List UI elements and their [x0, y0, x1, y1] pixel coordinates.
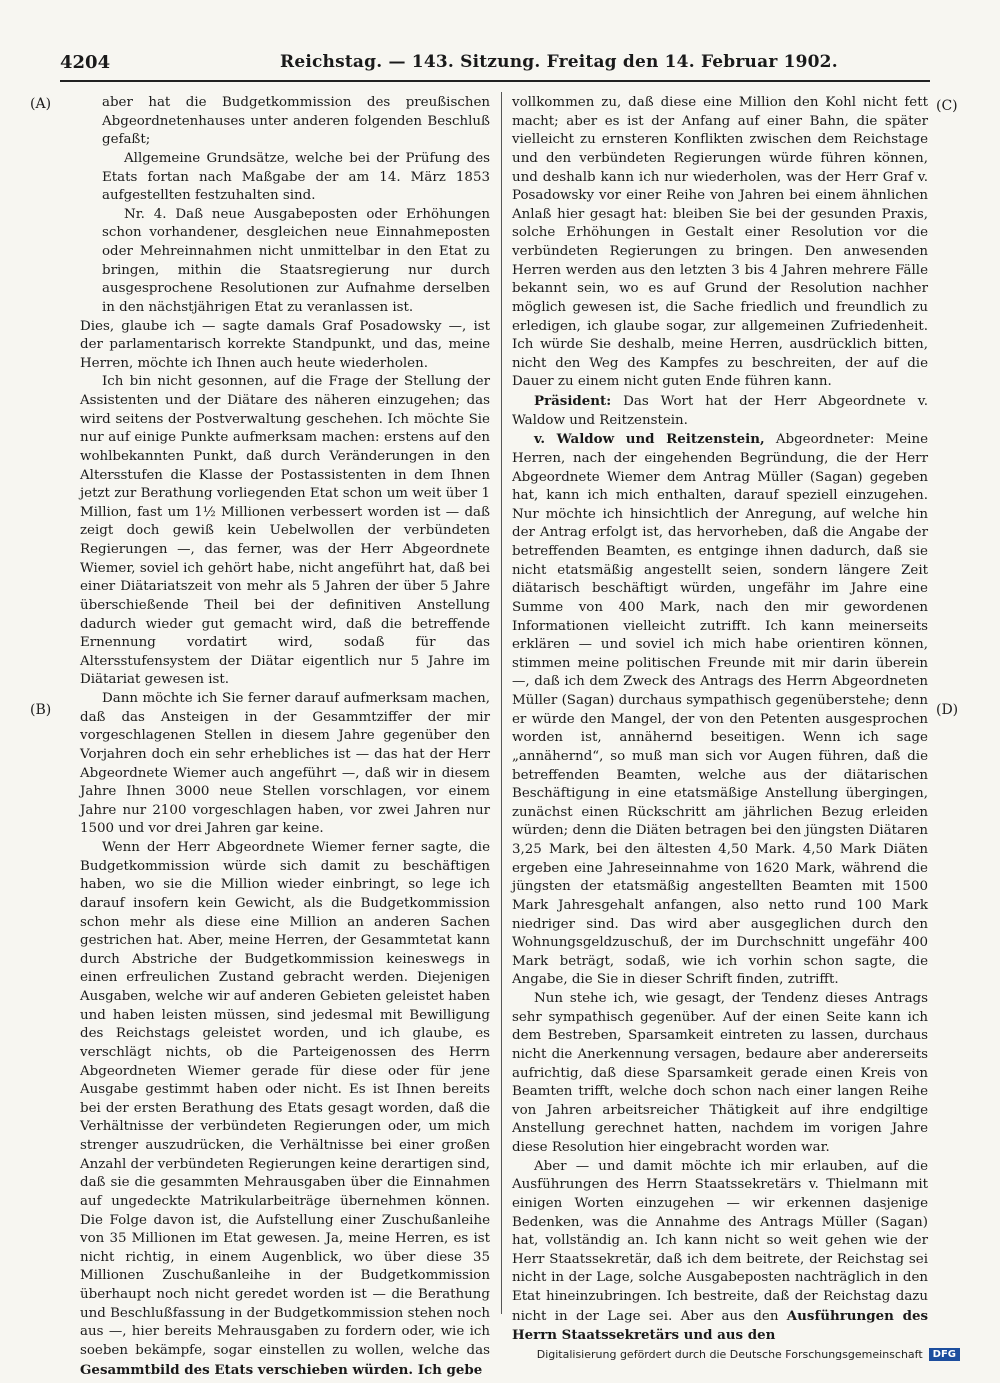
- margin-mark-a: (A): [30, 96, 52, 112]
- page-header: [60, 50, 930, 82]
- margin-mark-c: (C): [936, 98, 958, 114]
- paragraph-text: Das Wort hat der Herr Abgeordnete v. Waldow und Reitzenstein.: [512, 394, 928, 428]
- paragraph-text: Aber — und damit möchte ich mir erlauben, auf die Ausführungen des Herrn Staatssekretärs v. Thielmann mit einigen Worten einzugehen — wir erkennen dasjenige Bedenken, was die Annahme des Antrags Müller (Sagan) hat, vollständig an. Ich kann nicht so weit gehen wie der Herr Staatssekretär, daß ich dem beitrete, der Reichstag sei nicht in der Lage, solche Ausgabeposten nachträglich in den Etat hineinzubringen. Ich bestreite, daß der Reichstag dazu nicht in der Lage sei. Aber aus den: [512, 1158, 928, 1324]
- paragraph: [512, 392, 928, 430]
- speaker-name: Präsident:: [534, 393, 612, 409]
- paragraph: Ich bin nicht gesonnen, auf die Frage der Stellung der Assistenten und der Diätare des näheren einzugehen; das wird seitens der Postverwaltung geschehen. Ich möchte Sie nur auf einige Punkte aufmerksam machen: erstens auf den wohlbekannten Punkt, daß durch Veränderungen in den Altersstufen die Klasse der Postassistenten in dem Ihnen jetzt zur Berathung vorliegenden Etat schon um weit über 1 Million, fast um 1½ Millionen verbessert worden ist — daß zeigt doch gewiß kein Uebelwollen der verbündeten Regierungen —, das ferner, was der Herr Abgeordnete Wiemer, soviel ich gehört habe, nicht angeführt hat, daß bei einer Diätariatszeit von mehr als 5 Jahren der über 5 Jahre überschießende Theil bei der definitiven Anstellung dadurch wieder gut gemacht wird, daß die betreffende Ernennung vordatirt wird, sodaß für das Altersstufensystem der Diätar eigentlich nur 5 Jahre im Diätariat gewesen ist.: [80, 374, 490, 688]
- left-column: [80, 94, 490, 1378]
- speaker-name: v. Waldow und Reitzenstein,: [534, 431, 765, 448]
- page-number: 4204: [60, 52, 111, 73]
- paragraph: Nun stehe ich, wie gesagt, der Tendenz dieses Antrags sehr sympathisch gegenüber. Auf der einen Seite kann ich dem Bestreben, Sparsamkeit eintreten zu lassen, durchaus nicht die Anerkennung versagen, bedaure aber andererseits aufrichtig, daß diese Sparsamkeit gerade einen Kreis von Beamten trifft, welche doch schon nach einer langen Reihe von Jahren arbeitsreicher Thätigkeit auf ihre endgiltige Anstellung gerechnet hatten, nachdem im vorigen Jahre diese Resolution hier eingebracht worden war.: [512, 991, 928, 1155]
- column-divider: [501, 92, 502, 1314]
- paragraph: Dies, glaube ich — sagte damals Graf Posadowsky —, ist der parlamentarisch korrekte Standpunkt, und das, meine Herren, möchte ich Ihnen auch heute wiederholen.: [80, 318, 490, 371]
- right-column: [512, 94, 929, 1344]
- paragraph: aber hat die Budgetkommission des preußischen Abgeordnetenhauses unter anderen folgenden Beschluß gefaßt;: [102, 95, 490, 148]
- footer: [537, 1348, 960, 1361]
- margin-mark-b: (B): [30, 702, 52, 718]
- bold-text: Ausführungen des Herrn Staatssekretärs und aus den: [512, 1307, 929, 1344]
- quoted-paragraph: Nr. 4. Daß neue Ausgabeposten oder Erhöhungen schon vorhandener, desgleichen neue Einnahmeposten oder Mehreinnahmen nicht unmittelbar in den Etat zu bringen, mithin die Staatsregierung nur durch ausgesprochene Resolutionen zur Aufnahme derselben in den nächstjährigen Etat zu veranlassen ist.: [102, 206, 490, 315]
- paragraph: Dann möchte ich Sie ferner darauf aufmerksam machen, daß das Ansteigen in der Gesammtziffer der mir vorgeschlagenen Stellen in diesem Jahre gegenüber den Vorjahren doch ein sehr erhebliches ist — das hat der Herr Abgeordnete Wiemer auch angeführt —, daß wir in diesem Jahre Ihnen 3000 neue Stellen vorschlagen, vor einem Jahre nur 2100 vorgeschlagen haben, vor zwei Jahren nur 1500 und vor drei Jahren gar keine.: [80, 691, 490, 837]
- bold-text: Gesammtbild des Etats verschieben würden. Ich gebe: [80, 1361, 483, 1378]
- paragraph-text: Wenn der Herr Abgeordnete Wiemer ferner sagte, die Budgetkommission würde sich damit zu beschäftigen haben, wo sie die Million wieder einbringt, so lege ich darauf insofern kein Gewicht, als die Budgetkommission schon mehr als diese eine Million an anderen Sachen gestrichen hat. Aber, meine Herren, der Gesammtetat kann durch Abstriche der Budgetkommission keineswegs in einen erfreulichen Zustand gebracht werden. Diejenigen Ausgaben, welche wir auf anderen Gebieten geleistet haben und haben leisten müssen, sind jedesmal mit Bewilligung des Reichstags geleistet worden, und ich glaube, es verschlägt nichts, ob die Parteigenossen des Herrn Abgeordneten Wiemer gerade für diese oder für jene Ausgabe gestimmt haben oder nicht. Es ist Ihnen bereits bei der ersten Berathung des Etats gesagt worden, daß die Verhältnisse der verbündeten Regierungen oder, um mich strenger auszudrücken, die Verhältnisse bei einer großen Anzahl der verbündeten Regierungen keine derartigen sind, daß sie die gesammten Mehrausgaben über die Einnahmen auf ungedeckte Matrikularbeiträge übernehmen können. Die Folge davon ist, die Aufstellung einer Zuschußanleihe von 35 Millionen im Etat gewesen. Ja, meine Herren, es ist nicht richtig, in einem Augenblick, wo über diese 35 Millionen Zuschußanleihe in der Budgetkommission überhaupt noch nicht geredet worden ist — die Berathung und Beschlußfassung in der Budgetkommission stehen noch aus —, hier bereits Mehrausgaben zu fordern oder, wie ich soeben bekämpfe, sogar einstellen zu wollen, welche das: [80, 840, 490, 1358]
- paragraph: [80, 839, 490, 1380]
- running-title: Reichstag. — 143. Sitzung. Freitag den 14. Februar 1902.: [280, 52, 838, 72]
- margin-mark-d: (D): [936, 702, 959, 718]
- paragraph: [512, 430, 928, 990]
- quoted-paragraph: Allgemeine Grundsätze, welche bei der Prüfung des Etats fortan nach Maßgabe der am 14. März 1853 aufgestellten festzuhalten sind.: [102, 150, 490, 204]
- footer-text: Digitalisierung gefördert durch die Deutsche Forschungsgemeinschaft: [536, 1348, 923, 1361]
- paragraph-text: Abgeordneter: Meine Herren, nach der eingehenden Begründung, die der Herr Abgeordnete Wiemer dem Antrag Müller (Sagan) gegeben hat, kann ich mich enthalten, darauf speziell einzugehen. Nur möchte ich hinsichtlich der Anregung, auf welche hin der Antrag erfolgt ist, das hervorheben, daß die Angabe der betreffenden Beamten, es entginge ihnen dadurch, daß sie nicht etatsmäßig angestellt seien, sondern längere Zeit diätarisch beschäftigt würden, ungefähr im Jahre eine Summe von 400 Mark, nach den mir gewordenen Informationen vielleicht zutrifft. Ich kann meinerseits erklären — und soviel ich mich habe orientiren können, stimmen meine politischen Freunde mit mir darin überein —, daß ich dem Zweck des Antrags des Herrn Abgeordneten Müller (Sagan) durchaus sympathisch gegenüberstehe; denn er würde den Mangel, der von den Petenten ausgesprochen worden ist, annähernd beseitigen. Wenn ich sage „annähernd“, so muß man sich vor Augen führen, daß die betreffenden Beamten, welche aus der diätarischen Beschäftigung in eine etatsmäßige Anstellung übergingen, zunächst einen Rückschritt am jährlichen Bezug erleiden würden; denn die Diäten betragen bei den jüngsten Diätaren 3,25 Mark, bei den ältesten 4,50 Mark. 4,50 Mark Diäten ergeben eine Jahreseinnahme von 1620 Mark, während die jüngsten der etatsmäßig angestellten Beamten mit 1500 Mark Jahresgehalt anfangen, also netto rund 100 Mark niedriger sind. Das wird aber ausgeglichen durch den Wohnungsgeldzuschuß, der im Durchschnitt ungefähr 400 Mark beträgt, sodaß, wie ich vorhin schon sagte, die Angabe, die Sie in dieser Schrift finden, zutrifft.: [512, 432, 929, 988]
- paragraph: vollkommen zu, daß diese eine Million den Kohl nicht fett macht; aber es ist der Anfang auf einer Bahn, die später vielleicht zu ernsteren Konflikten zwischen dem Reichstage und den verbündeten Regierungen würde führen können, und deshalb kann ich nur wiederholen, was der Herr Graf v. Posadowsky vor einer Reihe von Jahren bei einem ähnlichen Anlaß hier gesagt hat: bleiben Sie bei der gesunden Praxis, solche Erhöhungen in Gestalt einer Resolution vor die verbündeten Regierungen zu bringen. Den anwesenden Herren werden aus den letzten 3 bis 4 Jahren mehrere Fälle bekannt sein, wo es auf Grund der Resolution nachher möglich gewesen ist, die Sache friedlich und freundlich zu erledigen, ich glaube sogar, zur allgemeinen Zufriedenheit. Ich würde Sie deshalb, meine Herren, ausdrücklich bitten, nicht den Weg des Kampfes zu beschreiten, der auf die Dauer zu einem nicht guten Ende führen kann.: [512, 95, 928, 390]
- paragraph: [512, 1158, 928, 1346]
- dfg-logo-icon: DFG: [929, 1348, 960, 1361]
